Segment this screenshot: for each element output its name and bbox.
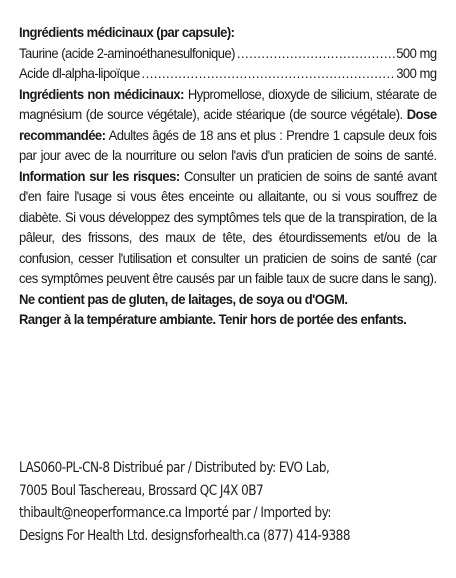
supplement-label — [19, 22, 437, 330]
ingredient-row-taurine — [19, 43, 437, 64]
non-medicinal-heading: Ingrédients non médicinaux: — [19, 85, 184, 102]
leader-dots — [237, 43, 394, 64]
ingredient-amount: 500 mg — [396, 44, 437, 61]
label-body-paragraph — [19, 84, 437, 310]
footer-line-email-importer: thibault@neoperformance.ca Importé par / Imported by: — [19, 505, 331, 522]
footer-line-lot-distributor: LAS060-PL-CN-8 Distribué par / Distributed by: EVO Lab, — [19, 460, 330, 476]
non-medicinal-text: Hypromellose, dioxyde de silicium, stéarate de magnésium (de source végétale), acide stéarique (de source végétale). — [19, 85, 437, 122]
risk-text: Consulter un praticien de soins de santé avant d'en faire l'usage si vous êtes enceinte ou allaitante, ou si vous souffrez de diabète. Si vous développez des symptômes tels que de la transpiration, de la pâleur, des frissons, des maux de tête, des étourdissements et/ou de la confusion, cesser l'utilisation et consulter un praticien de soins de santé (car ces symptômes peuvent être causés par un faible taux de sucre dans le sang). — [19, 167, 437, 286]
allergen-notice: Ne contient pas de gluten, de laitages, de soya ou d'OGM. — [19, 290, 348, 307]
dose-heading: Dose recommandée: — [19, 106, 437, 143]
distributor-footer — [19, 457, 350, 548]
footer-line-importer-contact: Designs For Health Ltd. designsforhealth.ca (877) 414-9388 — [19, 528, 350, 545]
ingredient-name: Taurine (acide 2-aminoéthanesulfonique) — [19, 44, 236, 61]
ingredient-row-alpha-lipoic-acid — [19, 63, 437, 84]
risk-heading: Information sur les risques: — [19, 167, 180, 184]
ingredient-amount: 300 mg — [396, 65, 437, 81]
ingredient-name: Acide dl-alpha-lipoïque — [19, 65, 140, 81]
medicinal-ingredients-heading: Ingrédients médicinaux (par capsule): — [19, 24, 235, 40]
dose-text: Adultes âgés de 18 ans et plus : Prendre 1 capsule deux fois par jour avec de la nourriture ou selon l'avis d'un praticien de soins de santé. — [19, 126, 437, 163]
storage-notice: Ranger à la température ambiante. Tenir hors de portée des enfants. — [19, 311, 407, 327]
footer-line-address: 7005 Boul Taschereau, Brossard QC J4X 0B7 — [19, 482, 264, 499]
leader-dots — [142, 63, 395, 84]
